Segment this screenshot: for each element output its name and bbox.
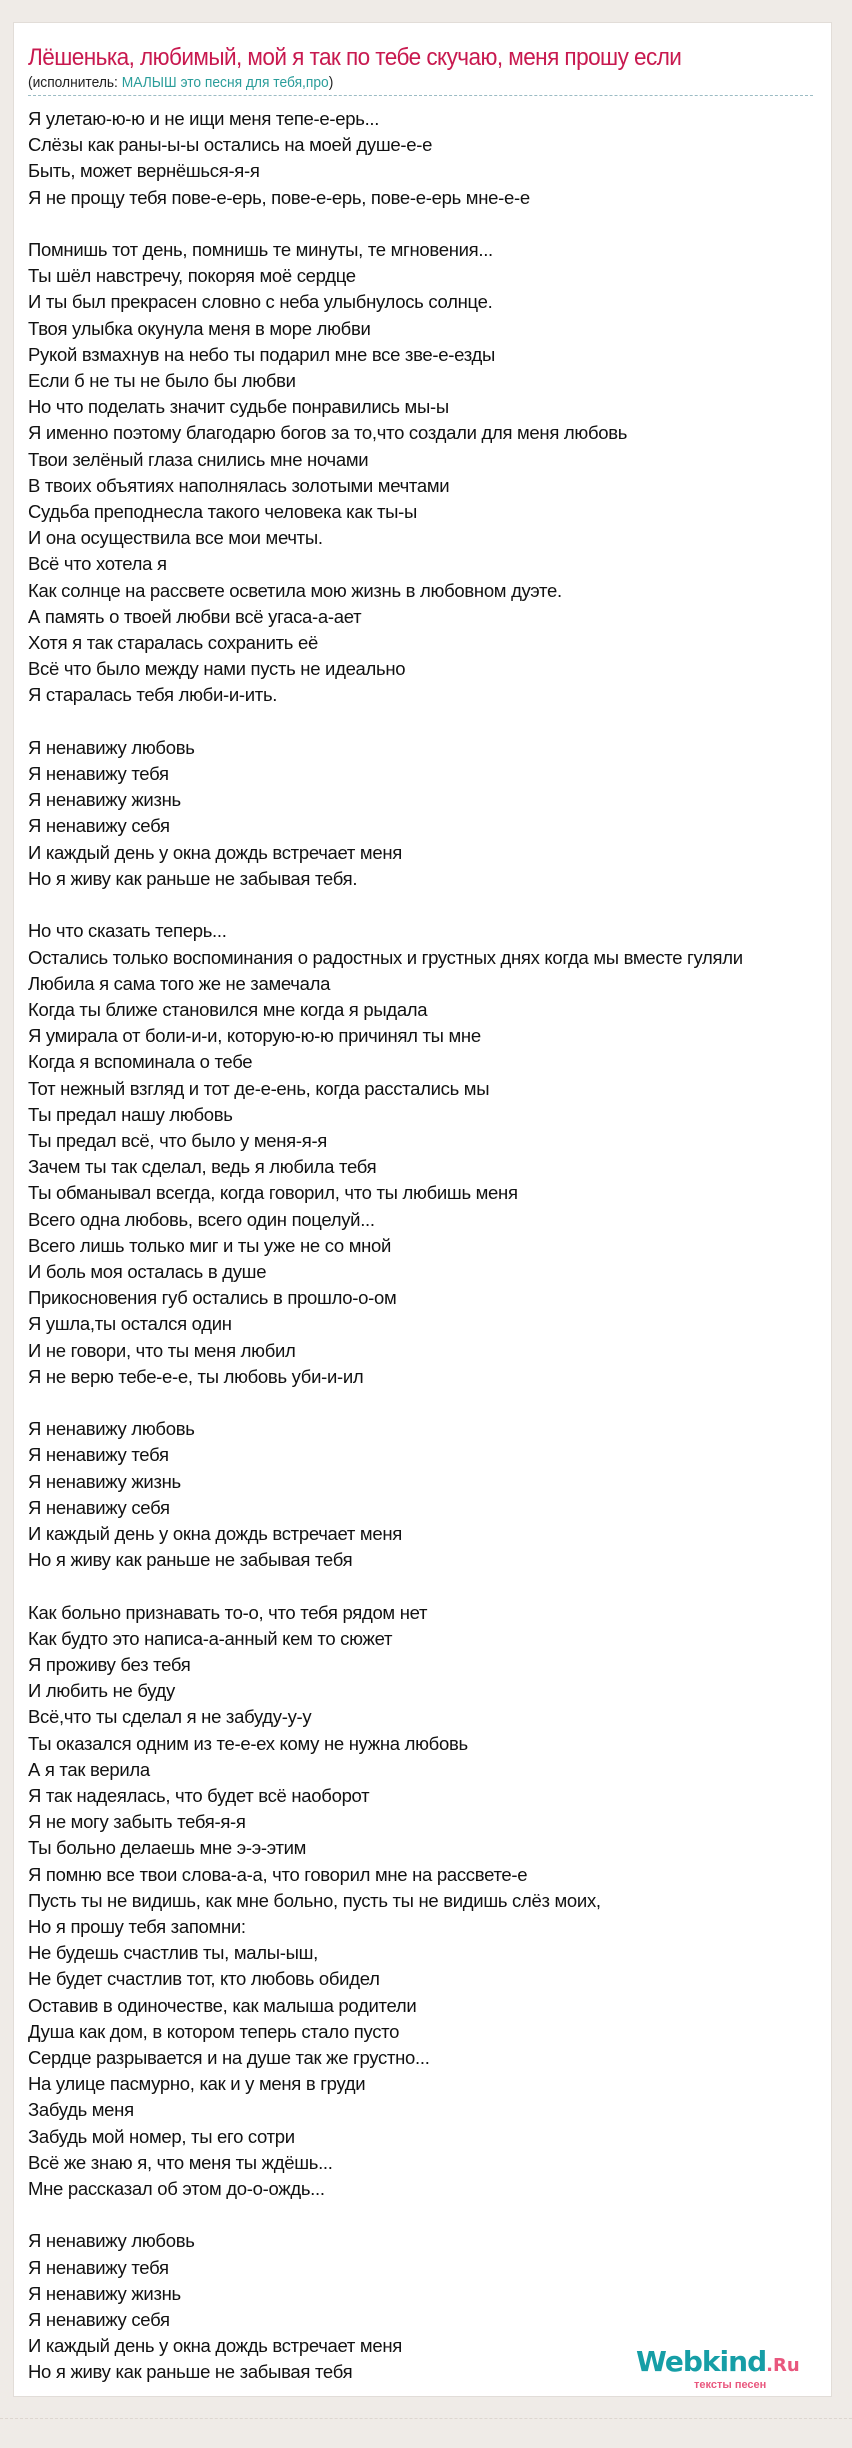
song-link[interactable]: это песня для тебя,про	[180, 74, 329, 91]
divider	[28, 95, 813, 96]
logo-tld: .Ru	[766, 2355, 800, 2376]
footer-divider	[0, 2418, 852, 2419]
artist-link[interactable]: МАЛЫШ	[121, 74, 177, 91]
logo-tagline: тексты песен	[694, 2379, 767, 2391]
subtitle-prefix: (исполнитель:	[28, 74, 122, 91]
subtitle-suffix: )	[328, 74, 334, 91]
song-subtitle	[28, 74, 333, 92]
logo-name: Webkind	[636, 2345, 767, 2378]
lyrics-text: Я улетаю-ю-ю и не ищи меня тепе-е-ерь... Слёзы как раны-ы-ы остались на моей душе-е-е Быть, может вернёшься-я-я Я не прощу тебя пове-е-ерь, пове-е-ерь, пове-е-ерь мне-е-е Помнишь тот день, помнишь те минуты, те мгновения... Ты шёл навстречу, покоряя моё сердце И ты был прекрасен словно с неба улыбнулось солнце. Твоя улыбка окунула меня в море любви Рукой взмахнув на небо ты подарил мне все зве-е-езды Если б не ты не было бы любви Но что поделать значит судьбе понравились мы-ы Я именно поэтому благодарю богов за то,что создали для меня любовь Твои зелёный глаза снились мне ночами В твоих объятиях наполнялась золотыми мечтами Судьба преподнесла такого человека как ты-ы И она осуществила все мои мечты. Всё что хотела я Как солнце на рассвете осветила мою жизнь в любовном дуэте. А память о твоей любви всё угаса-а-ает Хотя я так старалась сохранить её Всё что было между нами пусть не идеально Я старалась тебя люби-и-ить. Я ненавижу любовь Я ненавижу тебя Я ненавижу жизнь Я ненавижу себя И каждый день у окна дождь встречает меня Но я живу как раньше не забывая тебя. Но что сказать теперь... Остались только воспоминания о радостных и грустных днях когда мы вместе гуляли Любила я сама того же не замечала Когда ты ближе становился мне когда я рыдала Я умирала от боли-и-и, которую-ю-ю причинял ты мне Когда я вспоминала о тебе Тот нежный взгляд и тот де-е-ень, когда расстались мы Ты предал нашу любовь Ты предал всё, что было у меня-я-я Зачем ты так сделал, ведь я любила тебя Ты обманывал всегда, когда говорил, что ты любишь меня Всего одна любовь, всего один поцелуй... Всего лишь только миг и ты уже не со мной И боль моя осталась в душе Прикосновения губ остались в прошло-о-ом Я ушла,ты остался один И не говори, что ты меня любил Я не верю тебе-е-е, ты любовь уби-и-ил Я ненавижу любовь Я ненавижу тебя Я ненавижу жизнь Я ненавижу себя И каждый день у окна дождь встречает меня Но я живу как раньше не забывая тебя Как больно признавать то-о, что тебя рядом нет Как будто это написа-а-анный кем то сюжет Я проживу без тебя И любить не буду Всё,что ты сделал я не забуду-у-у Ты оказался одним из те-е-ех кому не нужна любовь А я так верила Я так надеялась, что будет всё наоборот Я не могу забыть тебя-я-я Ты больно делаешь мне э-э-этим Я помню все твои слова-а-а, что говорил мне на рассвете-е Пусть ты не видишь, как мне больно, пусть ты не видишь слёз моих, Но я прошу тебя запомни: Не будешь счастлив ты, малы-ыш, Не будет счастлив тот, кто любовь обидел Оставив в одиночестве, как малыша родители Душа как дом, в котором теперь стало пусто Сердце разрывается и на душе так же грустно... На улице пасмурно, как и у меня в груди Забудь меня Забудь мой номер, ты его сотри Всё же знаю я, что меня ты ждёшь... Мне рассказал об этом до-о-ождь... Я ненавижу любовь Я ненавижу тебя Я ненавижу жизнь Я ненавижу себя И каждый день у окна дождь встречает меня Но я живу как раньше не забывая тебя	[28, 108, 743, 2383]
webkind-logo[interactable]	[636, 2346, 826, 2394]
logo-wordmark	[636, 2346, 800, 2383]
page-title: Лёшенька, любимый, мой я так по тебе скучаю, меня прошу если	[28, 44, 682, 71]
